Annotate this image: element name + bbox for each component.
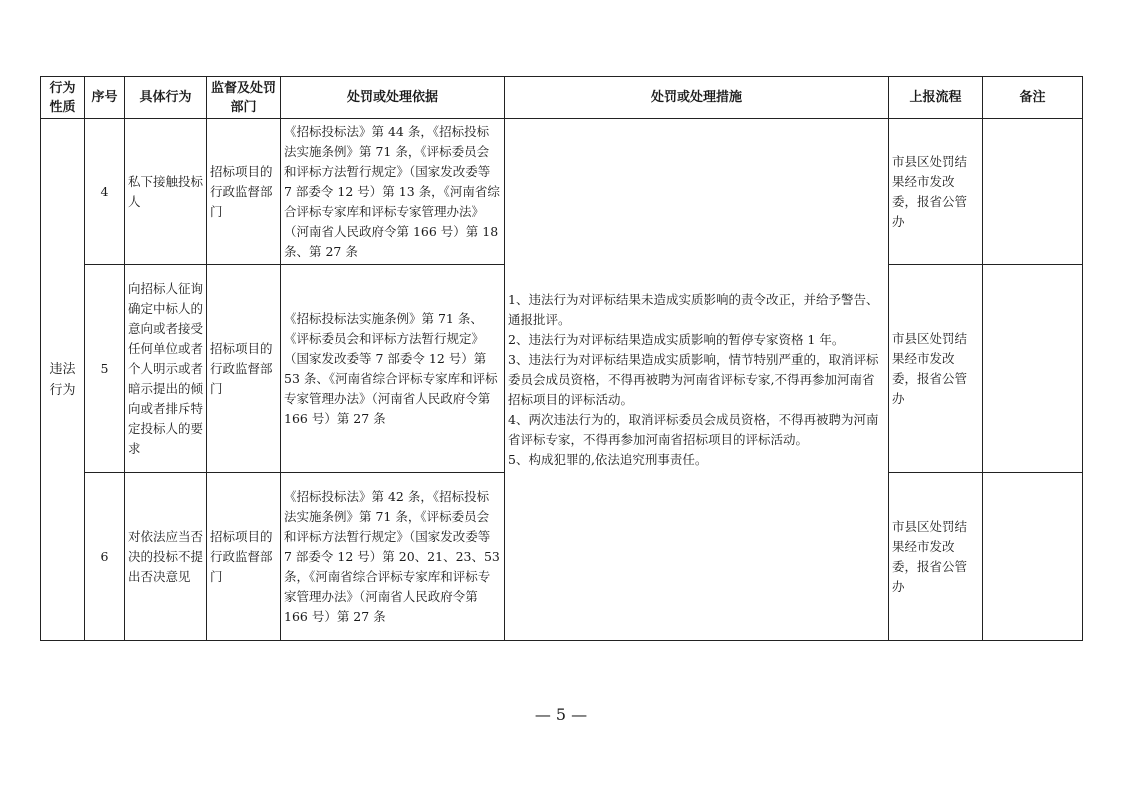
measure-item: 3、违法行为对评标结果造成实质影响，情节特别严重的，取消评标委员会成员资格，不得再被聘为河南省评标专家,不得再参加河南省招标项目的评标活动。 bbox=[508, 351, 879, 407]
measure-item: 4、两次违法行为的，取消评标委员会成员资格，不得再被聘为河南省评标专家，不得再参加河南省招标项目的评标活动。 bbox=[508, 411, 879, 447]
remark-cell bbox=[983, 119, 1083, 265]
remark-cell bbox=[983, 265, 1083, 473]
report-cell: 市县区处罚结果经市发改委，报省公管办 bbox=[889, 473, 983, 641]
penalty-table bbox=[40, 76, 1083, 641]
header-seq: 序号 bbox=[85, 77, 125, 119]
basis-cell: 《招标投标法实施条例》第 71 条、《评标委员会和评标方法暂行规定》（国家发改委等 7 部委令 12 号）第 53 条、《河南省综合评标专家库和评标专家管理办法》（河南省人民政府令第 166 号）第 27 条 bbox=[281, 265, 505, 473]
table-header-row bbox=[41, 77, 1083, 119]
measures-cell bbox=[505, 119, 889, 641]
report-cell: 市县区处罚结果经市发改委，报省公管办 bbox=[889, 119, 983, 265]
page-number: — 5 — bbox=[534, 705, 588, 724]
dept-cell: 招标项目的行政监督部门 bbox=[207, 473, 281, 641]
seq-cell: 5 bbox=[85, 265, 125, 473]
behavior-cell: 向招标人征询确定中标人的意向或者接受任何单位或者个人明示或者暗示提出的倾向或者排斥特定投标人的要求 bbox=[125, 265, 207, 473]
seq-cell: 6 bbox=[85, 473, 125, 641]
header-behavior: 具体行为 bbox=[125, 77, 207, 119]
measure-item: 5、构成犯罪的,依法追究刑事责任。 bbox=[508, 451, 708, 467]
dept-cell: 招标项目的行政监督部门 bbox=[207, 119, 281, 265]
header-nature: 行为性质 bbox=[41, 77, 85, 119]
header-basis: 处罚或处理依据 bbox=[281, 77, 505, 119]
report-cell: 市县区处罚结果经市发改委，报省公管办 bbox=[889, 265, 983, 473]
header-measures: 处罚或处理措施 bbox=[505, 77, 889, 119]
header-remark: 备注 bbox=[983, 77, 1083, 119]
remark-cell bbox=[983, 473, 1083, 641]
header-report: 上报流程 bbox=[889, 77, 983, 119]
behavior-cell: 私下接触投标人 bbox=[125, 119, 207, 265]
header-dept: 监督及处罚部门 bbox=[207, 77, 281, 119]
dept-cell: 招标项目的行政监督部门 bbox=[207, 265, 281, 473]
measure-item: 1、违法行为对评标结果未造成实质影响的责令改正，并给予警告、通报批评。 bbox=[508, 291, 879, 327]
nature-cell: 违法行为 bbox=[41, 119, 85, 641]
basis-cell: 《招标投标法》第 42 条，《招标投标法实施条例》第 71 条，《评标委员会和评标方法暂行规定》（国家发改委等 7 部委令 12 号）第 20、21、23、53 条，《河南省综合评标专家库和评标专家管理办法》（河南省人民政府令第 166 号）第 27 条 bbox=[281, 473, 505, 641]
basis-cell: 《招标投标法》第 44 条，《招标投标法实施条例》第 71 条，《评标委员会和评标方法暂行规定》（国家发改委等 7 部委令 12 号）第 13 条，《河南省综合评标专家库和评标专家管理办法》（河南省人民政府令第 166 号）第 18 条、第 27 条 bbox=[281, 119, 505, 265]
behavior-cell: 对依法应当否决的投标不提出否决意见 bbox=[125, 473, 207, 641]
measure-item: 2、违法行为对评标结果造成实质影响的暂停专家资格 1 年。 bbox=[508, 331, 845, 347]
table-row bbox=[41, 119, 1083, 265]
seq-cell: 4 bbox=[85, 119, 125, 265]
